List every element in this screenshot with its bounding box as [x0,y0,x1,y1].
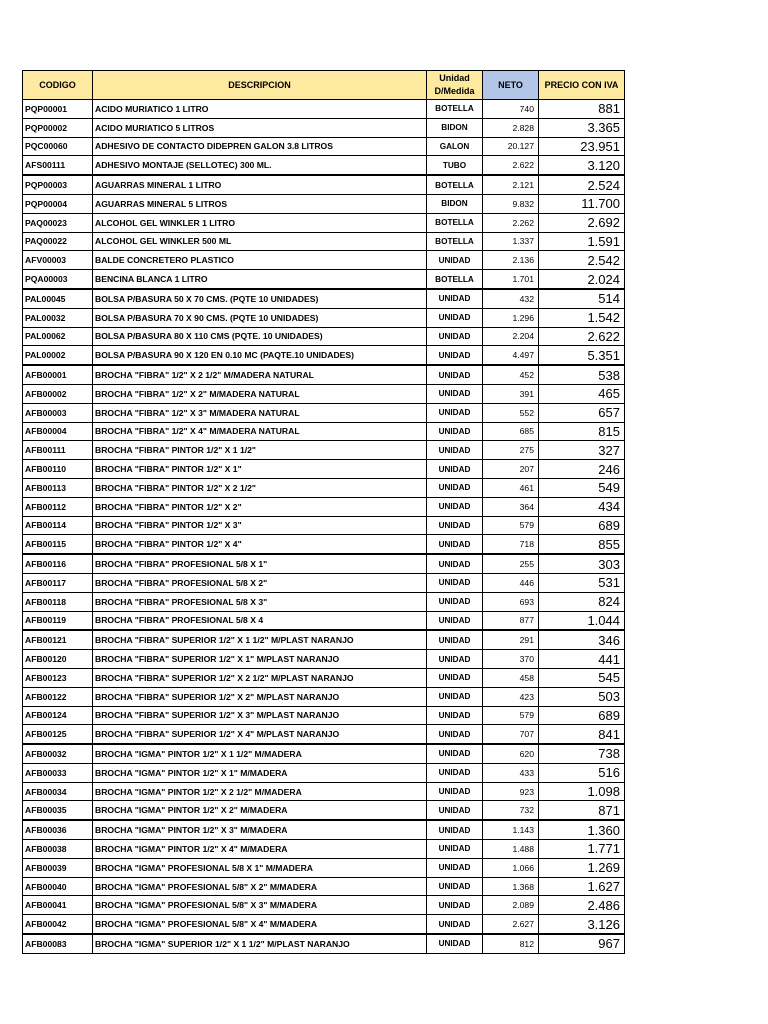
cell-unidad: UNIDAD [427,592,483,611]
cell-precio: 538 [539,365,625,384]
table-row [23,877,625,896]
cell-descripcion: BALDE CONCRETERO PLASTICO [93,251,427,270]
table-row [23,422,625,441]
cell-unidad: UNIDAD [427,422,483,441]
cell-codigo: PQP00001 [23,100,93,119]
cell-unidad: UNIDAD [427,782,483,801]
cell-neto: 423 [483,687,539,706]
cell-unidad: UNIDAD [427,289,483,308]
cell-neto: 391 [483,384,539,403]
table-row [23,687,625,706]
cell-unidad: UNIDAD [427,820,483,839]
cell-descripcion: BROCHA "FIBRA" PINTOR 1/2" X 2" [93,497,427,516]
cell-precio: 855 [539,535,625,554]
cell-codigo: AFB00125 [23,725,93,744]
cell-descripcion: ADHESIVO MONTAJE (SELLOTEC) 300 ML. [93,156,427,175]
cell-neto: 812 [483,934,539,953]
cell-precio: 815 [539,422,625,441]
table-row [23,896,625,915]
cell-neto: 461 [483,478,539,497]
cell-precio: 303 [539,554,625,573]
cell-descripcion: BROCHA "IGMA" PINTOR 1/2" X 3" M/MADERA [93,820,427,839]
cell-descripcion: BROCHA "FIBRA" SUPERIOR 1/2" X 2" M/PLAST NARANJO [93,687,427,706]
cell-codigo: AFB00039 [23,858,93,877]
cell-codigo: PQP00003 [23,175,93,194]
cell-precio: 2.692 [539,213,625,232]
cell-codigo: AFB00111 [23,441,93,460]
table-row [23,763,625,782]
table-row [23,156,625,175]
cell-precio: 11.700 [539,194,625,213]
cell-unidad: BOTELLA [427,213,483,232]
cell-neto: 452 [483,365,539,384]
cell-precio: 503 [539,687,625,706]
cell-neto: 1.701 [483,270,539,289]
cell-unidad: UNIDAD [427,497,483,516]
cell-descripcion: BROCHA "IGMA" PINTOR 1/2" X 1 1/2" M/MADERA [93,744,427,763]
cell-precio: 1.627 [539,877,625,896]
cell-codigo: PQA00003 [23,270,93,289]
cell-precio: 2.542 [539,251,625,270]
cell-neto: 1.337 [483,232,539,251]
cell-codigo: AFB00123 [23,668,93,687]
cell-unidad: UNIDAD [427,478,483,497]
cell-precio: 1.771 [539,840,625,859]
cell-codigo: PAQ00023 [23,213,93,232]
cell-precio: 841 [539,725,625,744]
table-row [23,668,625,687]
cell-codigo: AFB00040 [23,877,93,896]
cell-precio: 3.365 [539,118,625,137]
table-row [23,535,625,554]
cell-precio: 327 [539,441,625,460]
header-unidad [427,71,483,100]
table-row [23,118,625,137]
cell-precio: 1.269 [539,858,625,877]
cell-precio: 738 [539,744,625,763]
cell-unidad: UNIDAD [427,650,483,669]
cell-neto: 1.143 [483,820,539,839]
table-row [23,516,625,535]
cell-unidad: TUBO [427,156,483,175]
cell-codigo: AFB00083 [23,934,93,953]
cell-neto: 1.368 [483,877,539,896]
cell-codigo: PQC00060 [23,137,93,156]
cell-neto: 4.497 [483,346,539,365]
cell-codigo: AFB00003 [23,403,93,422]
cell-precio: 514 [539,289,625,308]
cell-descripcion: BROCHA "IGMA" PROFESIONAL 5/8 X 1" M/MADERA [93,858,427,877]
cell-neto: 707 [483,725,539,744]
cell-codigo: PQP00004 [23,194,93,213]
table-row [23,554,625,573]
cell-neto: 579 [483,706,539,725]
table-row [23,175,625,194]
table-row [23,801,625,820]
header-neto: NETO [483,71,539,100]
cell-neto: 458 [483,668,539,687]
cell-codigo: PAL00032 [23,308,93,327]
table-body [23,100,625,954]
cell-descripcion: BROCHA "FIBRA" 1/2" X 2 1/2" M/MADERA NATURAL [93,365,427,384]
cell-descripcion: BROCHA "FIBRA" PROFESIONAL 5/8 X 4 [93,611,427,630]
cell-unidad: UNIDAD [427,630,483,649]
cell-codigo: AFB00032 [23,744,93,763]
cell-unidad: UNIDAD [427,460,483,479]
cell-descripcion: BROCHA "FIBRA" PINTOR 1/2" X 2 1/2" [93,478,427,497]
cell-unidad: UNIDAD [427,896,483,915]
cell-descripcion: BROCHA "FIBRA" PROFESIONAL 5/8 X 2" [93,573,427,592]
cell-codigo: AFB00002 [23,384,93,403]
cell-neto: 291 [483,630,539,649]
header-unidad-line2: D/Medida [434,86,475,96]
cell-codigo: AFB00122 [23,687,93,706]
cell-precio: 531 [539,573,625,592]
cell-precio: 5.351 [539,346,625,365]
cell-unidad: UNIDAD [427,573,483,592]
cell-precio: 516 [539,763,625,782]
table-row [23,858,625,877]
cell-precio: 871 [539,801,625,820]
cell-unidad: UNIDAD [427,840,483,859]
cell-neto: 740 [483,100,539,119]
cell-precio: 549 [539,478,625,497]
price-list-sheet [22,70,624,954]
table-row [23,460,625,479]
table-row [23,365,625,384]
cell-descripcion: BROCHA "FIBRA" 1/2" X 4" M/MADERA NATURAL [93,422,427,441]
cell-descripcion: BROCHA "FIBRA" 1/2" X 2" M/MADERA NATURAL [93,384,427,403]
table-row [23,744,625,763]
cell-unidad: UNIDAD [427,763,483,782]
table-row [23,478,625,497]
table-row [23,308,625,327]
cell-descripcion: BROCHA "FIBRA" PINTOR 1/2" X 1" [93,460,427,479]
cell-descripcion: BROCHA "FIBRA" SUPERIOR 1/2" X 2 1/2" M/PLAST NARANJO [93,668,427,687]
cell-neto: 1.296 [483,308,539,327]
cell-precio: 2.622 [539,327,625,346]
cell-descripcion: BROCHA "FIBRA" SUPERIOR 1/2" X 3" M/PLAST NARANJO [93,706,427,725]
cell-descripcion: BROCHA "IGMA" PINTOR 1/2" X 2" M/MADERA [93,801,427,820]
table-row [23,706,625,725]
cell-precio: 441 [539,650,625,669]
cell-descripcion: BOLSA P/BASURA 80 X 110 CMS (PQTE. 10 UNIDADES) [93,327,427,346]
cell-neto: 552 [483,403,539,422]
cell-neto: 685 [483,422,539,441]
cell-codigo: AFB00110 [23,460,93,479]
header-precio: PRECIO CON IVA [539,71,625,100]
cell-precio: 246 [539,460,625,479]
cell-precio: 881 [539,100,625,119]
cell-unidad: UNIDAD [427,858,483,877]
cell-neto: 433 [483,763,539,782]
cell-precio: 2.486 [539,896,625,915]
cell-unidad: UNIDAD [427,801,483,820]
cell-precio: 1.044 [539,611,625,630]
table-row [23,915,625,934]
cell-neto: 1.488 [483,840,539,859]
cell-unidad: UNIDAD [427,327,483,346]
cell-descripcion: BROCHA "IGMA" PINTOR 1/2" X 2 1/2" M/MADERA [93,782,427,801]
cell-unidad: UNIDAD [427,706,483,725]
cell-precio: 1.542 [539,308,625,327]
cell-neto: 1.066 [483,858,539,877]
cell-unidad: GALON [427,137,483,156]
price-table [22,70,625,954]
cell-descripcion: BROCHA "IGMA" PINTOR 1/2" X 4" M/MADERA [93,840,427,859]
cell-neto: 2.262 [483,213,539,232]
cell-codigo: AFB00118 [23,592,93,611]
cell-neto: 2.622 [483,156,539,175]
cell-codigo: AFB00042 [23,915,93,934]
cell-neto: 923 [483,782,539,801]
cell-unidad: BOTELLA [427,100,483,119]
cell-descripcion: ACIDO MURIATICO 5 LITROS [93,118,427,137]
cell-precio: 1.098 [539,782,625,801]
cell-precio: 1.360 [539,820,625,839]
cell-precio: 657 [539,403,625,422]
table-row [23,403,625,422]
table-row [23,100,625,119]
cell-unidad: UNIDAD [427,365,483,384]
cell-codigo: AFB00034 [23,782,93,801]
header-codigo: CODIGO [23,71,93,100]
cell-codigo: PQP00002 [23,118,93,137]
cell-descripcion: ALCOHOL GEL WINKLER 500 ML [93,232,427,251]
cell-descripcion: BOLSA P/BASURA 50 X 70 CMS. (PQTE 10 UNIDADES) [93,289,427,308]
cell-descripcion: BROCHA "FIBRA" SUPERIOR 1/2" X 4" M/PLAST NARANJO [93,725,427,744]
cell-precio: 824 [539,592,625,611]
cell-neto: 9.832 [483,194,539,213]
cell-precio: 2.024 [539,270,625,289]
cell-precio: 545 [539,668,625,687]
cell-descripcion: BOLSA P/BASURA 70 X 90 CMS. (PQTE 10 UNIDADES) [93,308,427,327]
header-unidad-line1: Unidad [439,73,470,83]
cell-descripcion: BROCHA "FIBRA" 1/2" X 3" M/MADERA NATURAL [93,403,427,422]
cell-codigo: AFB00001 [23,365,93,384]
table-row [23,630,625,649]
cell-codigo: AFS00111 [23,156,93,175]
table-row [23,782,625,801]
cell-descripcion: BROCHA "FIBRA" PROFESIONAL 5/8 X 1" [93,554,427,573]
table-row [23,384,625,403]
cell-codigo: PAL00002 [23,346,93,365]
cell-precio: 3.120 [539,156,625,175]
cell-neto: 207 [483,460,539,479]
cell-codigo: AFB00112 [23,497,93,516]
table-row [23,725,625,744]
cell-descripcion: ALCOHOL GEL WINKLER 1 LITRO [93,213,427,232]
cell-codigo: AFB00033 [23,763,93,782]
cell-neto: 446 [483,573,539,592]
cell-codigo: AFB00124 [23,706,93,725]
cell-codigo: AFB00119 [23,611,93,630]
cell-descripcion: AGUARRAS MINERAL 1 LITRO [93,175,427,194]
cell-codigo: AFB00004 [23,422,93,441]
cell-descripcion: BROCHA "IGMA" PINTOR 1/2" X 1" M/MADERA [93,763,427,782]
cell-descripcion: BROCHA "IGMA" PROFESIONAL 5/8" X 3" M/MADERA [93,896,427,915]
cell-codigo: AFB00035 [23,801,93,820]
table-row [23,497,625,516]
table-row [23,137,625,156]
cell-unidad: UNIDAD [427,668,483,687]
cell-unidad: UNIDAD [427,535,483,554]
cell-codigo: AFB00038 [23,840,93,859]
cell-descripcion: BENCINA BLANCA 1 LITRO [93,270,427,289]
cell-precio: 23.951 [539,137,625,156]
table-row [23,573,625,592]
cell-unidad: BIDON [427,118,483,137]
cell-codigo: AFB00120 [23,650,93,669]
cell-neto: 370 [483,650,539,669]
cell-unidad: BOTELLA [427,175,483,194]
cell-neto: 275 [483,441,539,460]
cell-codigo: AFB00041 [23,896,93,915]
cell-neto: 2.828 [483,118,539,137]
cell-codigo: AFB00036 [23,820,93,839]
cell-descripcion: BROCHA "IGMA" PROFESIONAL 5/8" X 2" M/MADERA [93,877,427,896]
cell-unidad: UNIDAD [427,554,483,573]
cell-neto: 432 [483,289,539,308]
cell-neto: 2.204 [483,327,539,346]
table-row [23,213,625,232]
table-row [23,934,625,953]
table-row [23,327,625,346]
cell-unidad: UNIDAD [427,687,483,706]
table-row [23,840,625,859]
cell-unidad: BIDON [427,194,483,213]
cell-unidad: UNIDAD [427,877,483,896]
cell-descripcion: BROCHA "FIBRA" PINTOR 1/2" X 4" [93,535,427,554]
cell-neto: 255 [483,554,539,573]
cell-unidad: UNIDAD [427,384,483,403]
cell-neto: 732 [483,801,539,820]
table-row [23,194,625,213]
cell-descripcion: BOLSA P/BASURA 90 X 120 EN 0.10 MC (PAQTE.10 UNIDADES) [93,346,427,365]
cell-neto: 2.121 [483,175,539,194]
cell-descripcion: BROCHA "IGMA" SUPERIOR 1/2" X 1 1/2" M/PLAST NARANJO [93,934,427,953]
cell-unidad: UNIDAD [427,611,483,630]
cell-neto: 620 [483,744,539,763]
cell-codigo: AFB00116 [23,554,93,573]
cell-codigo: PAQ00022 [23,232,93,251]
cell-descripcion: BROCHA "FIBRA" SUPERIOR 1/2" X 1 1/2" M/PLAST NARANJO [93,630,427,649]
cell-unidad: UNIDAD [427,725,483,744]
table-row [23,289,625,308]
cell-unidad: UNIDAD [427,934,483,953]
header-descripcion: DESCRIPCION [93,71,427,100]
table-row [23,820,625,839]
cell-codigo: AFB00113 [23,478,93,497]
cell-neto: 2.089 [483,896,539,915]
cell-unidad: BOTELLA [427,270,483,289]
cell-precio: 434 [539,497,625,516]
cell-descripcion: BROCHA "IGMA" PROFESIONAL 5/8" X 4" M/MADERA [93,915,427,934]
cell-unidad: BOTELLA [427,232,483,251]
table-row [23,650,625,669]
cell-neto: 20.127 [483,137,539,156]
table-row [23,251,625,270]
cell-descripcion: BROCHA "FIBRA" PINTOR 1/2" X 3" [93,516,427,535]
cell-unidad: UNIDAD [427,516,483,535]
cell-precio: 967 [539,934,625,953]
table-row [23,611,625,630]
cell-codigo: AFV00003 [23,251,93,270]
cell-precio: 2.524 [539,175,625,194]
cell-unidad: UNIDAD [427,744,483,763]
table-row [23,346,625,365]
cell-precio: 346 [539,630,625,649]
cell-descripcion: BROCHA "FIBRA" PINTOR 1/2" X 1 1/2" [93,441,427,460]
table-row [23,441,625,460]
cell-precio: 689 [539,516,625,535]
cell-codigo: AFB00115 [23,535,93,554]
cell-precio: 3.126 [539,915,625,934]
cell-precio: 465 [539,384,625,403]
cell-unidad: UNIDAD [427,403,483,422]
cell-neto: 877 [483,611,539,630]
cell-precio: 1.591 [539,232,625,251]
cell-unidad: UNIDAD [427,308,483,327]
cell-unidad: UNIDAD [427,346,483,365]
cell-neto: 718 [483,535,539,554]
cell-neto: 2.627 [483,915,539,934]
cell-codigo: PAL00062 [23,327,93,346]
cell-descripcion: AGUARRAS MINERAL 5 LITROS [93,194,427,213]
cell-descripcion: ADHESIVO DE CONTACTO DIDEPREN GALON 3.8 LITROS [93,137,427,156]
table-row [23,592,625,611]
cell-descripcion: ACIDO MURIATICO 1 LITRO [93,100,427,119]
header-row [23,71,625,100]
cell-unidad: UNIDAD [427,251,483,270]
cell-codigo: AFB00114 [23,516,93,535]
cell-precio: 689 [539,706,625,725]
cell-codigo: PAL00045 [23,289,93,308]
cell-unidad: UNIDAD [427,915,483,934]
cell-unidad: UNIDAD [427,441,483,460]
cell-codigo: AFB00117 [23,573,93,592]
table-row [23,232,625,251]
cell-neto: 693 [483,592,539,611]
table-row [23,270,625,289]
cell-codigo: AFB00121 [23,630,93,649]
cell-neto: 364 [483,497,539,516]
cell-descripcion: BROCHA "FIBRA" SUPERIOR 1/2" X 1" M/PLAST NARANJO [93,650,427,669]
cell-neto: 2.136 [483,251,539,270]
cell-neto: 579 [483,516,539,535]
cell-descripcion: BROCHA "FIBRA" PROFESIONAL 5/8 X 3" [93,592,427,611]
